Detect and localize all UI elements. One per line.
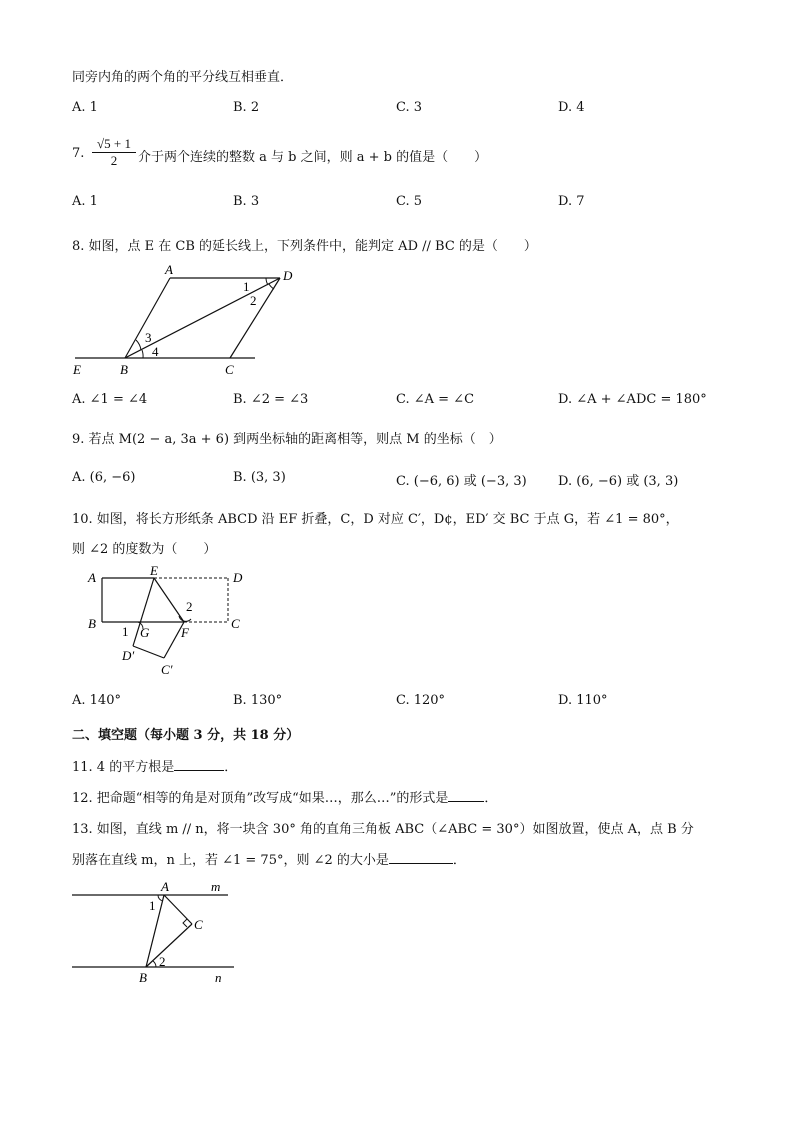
- q10-label-a: A: [88, 570, 96, 585]
- q6-option-c[interactable]: C. 3: [396, 100, 423, 115]
- q9-option-c[interactable]: C. (−6, 6) 或 (−3, 3): [396, 474, 527, 489]
- q9-option-a[interactable]: A. (6, −6): [72, 470, 136, 485]
- q13-text-cont: 别落在直线 m，n 上，若 ∠1 = 75°，则 ∠2 的大小是: [72, 853, 389, 868]
- q8-label-c: C: [225, 362, 234, 377]
- q12-answer-blank[interactable]: [448, 789, 484, 802]
- q11-text: 11. 4 的平方根是: [72, 760, 175, 775]
- q13-label-a: A: [161, 879, 169, 894]
- q10-option-a[interactable]: A. 140°: [72, 693, 121, 708]
- q11-end: ．: [224, 760, 238, 775]
- q10-label-b: B: [88, 616, 96, 631]
- q10-label-e: E: [150, 563, 158, 578]
- q13-text: 13. 如图，直线 m // n，将一块含 30° 角的直角三角板 ABC（∠ABC = 30°）如图放置，使点 A，点 B 分: [72, 822, 694, 837]
- q13-angle-2: 2: [159, 954, 166, 969]
- q12-text: 12. 把命题“相等的角是对顶角”改写成“如果…，那么…”的形式是: [72, 791, 449, 806]
- q13-cont: [72, 849, 466, 868]
- q7-fraction: [92, 136, 136, 169]
- q9-option-b[interactable]: B. (3, 3): [233, 470, 286, 485]
- q10-figure: [82, 562, 257, 680]
- q7-number: 7.: [72, 146, 85, 161]
- q8-angle-1: 1: [243, 279, 250, 294]
- q10-option-d[interactable]: D. 110°: [558, 693, 608, 708]
- q10-label-f: F: [181, 625, 189, 640]
- q8-label-b: B: [120, 362, 128, 377]
- q7-option-b[interactable]: B. 3: [233, 194, 260, 209]
- q8-label-a: A: [165, 262, 173, 277]
- q10-label-d: D: [233, 570, 243, 585]
- q8-text: 8. 如图，点 E 在 CB 的延长线上，下列条件中，能判定 AD // BC 的是（ ）: [72, 239, 537, 254]
- q13-label-c: C: [194, 917, 203, 932]
- q7-option-d[interactable]: D. 7: [558, 194, 585, 209]
- q7-fraction-denominator: 2: [110, 153, 118, 168]
- q7-fraction-numerator: √5 + 1: [92, 136, 136, 153]
- q13-end: ．: [452, 853, 466, 868]
- q13-figure: [68, 878, 238, 986]
- q8-figure: [70, 260, 320, 380]
- q6-option-a[interactable]: A. 1: [72, 100, 98, 115]
- q7-text: 介于两个连续的整数 a 与 b 之间，则 a + b 的值是（ ）: [138, 150, 488, 165]
- q12-end: ．: [484, 791, 498, 806]
- q10-label-g: G: [140, 625, 150, 640]
- q10-label-d-prime: D′: [122, 648, 135, 663]
- q11: [72, 756, 237, 775]
- q8-option-c[interactable]: C. ∠A = ∠C: [396, 392, 475, 407]
- q8-label-d: D: [283, 268, 293, 283]
- q7-option-c[interactable]: C. 5: [396, 194, 423, 209]
- q8-option-b[interactable]: B. ∠2 = ∠3: [233, 392, 309, 407]
- q6-option-b[interactable]: B. 2: [233, 100, 260, 115]
- q10-option-b[interactable]: B. 130°: [233, 693, 283, 708]
- q13-label-n: n: [215, 970, 222, 985]
- q10-angle-2: 2: [186, 599, 193, 614]
- q10-angle-1: 1: [122, 624, 129, 639]
- q8-angle-3: 3: [145, 330, 152, 345]
- q9-text: 9. 若点 M(2 − a, 3a + 6) 到两坐标轴的距离相等，则点 M 的坐标（ ）: [72, 432, 502, 447]
- q9-option-d[interactable]: D. (6, −6) 或 (3, 3): [558, 474, 679, 489]
- section-title: 二、填空题（每小题 3 分，共 18 分）: [72, 728, 300, 743]
- q12: [72, 787, 497, 806]
- q8-angle-4: 4: [152, 344, 159, 359]
- q13-label-b: B: [139, 970, 147, 985]
- q10-text: 10. 如图，将长方形纸条 ABCD 沿 EF 折叠，C，D 对应 C′，D¢，ED′ 交 BC 于点 G，若 ∠1 = 80°，: [72, 512, 679, 527]
- q13-angle-1: 1: [149, 898, 156, 913]
- q8-angle-2: 2: [250, 293, 257, 308]
- q10-label-c: C: [231, 616, 240, 631]
- q10-label-c-prime: C′: [161, 662, 173, 677]
- q6-option-d[interactable]: D. 4: [558, 100, 585, 115]
- q6-continuation: 同旁内角的两个角的平分线互相垂直．: [72, 70, 294, 85]
- q8-label-e: E: [73, 362, 81, 377]
- q10-option-c[interactable]: C. 120°: [396, 693, 446, 708]
- q8-option-a[interactable]: A. ∠1 = ∠4: [72, 392, 148, 407]
- q10-text-cont: 则 ∠2 的度数为（ ）: [72, 542, 217, 557]
- q8-option-d[interactable]: D. ∠A + ∠ADC = 180°: [558, 392, 707, 407]
- q11-answer-blank[interactable]: [174, 758, 224, 771]
- q13-label-m: m: [211, 879, 221, 894]
- q13-answer-blank[interactable]: [389, 851, 453, 864]
- q7-option-a[interactable]: A. 1: [72, 194, 98, 209]
